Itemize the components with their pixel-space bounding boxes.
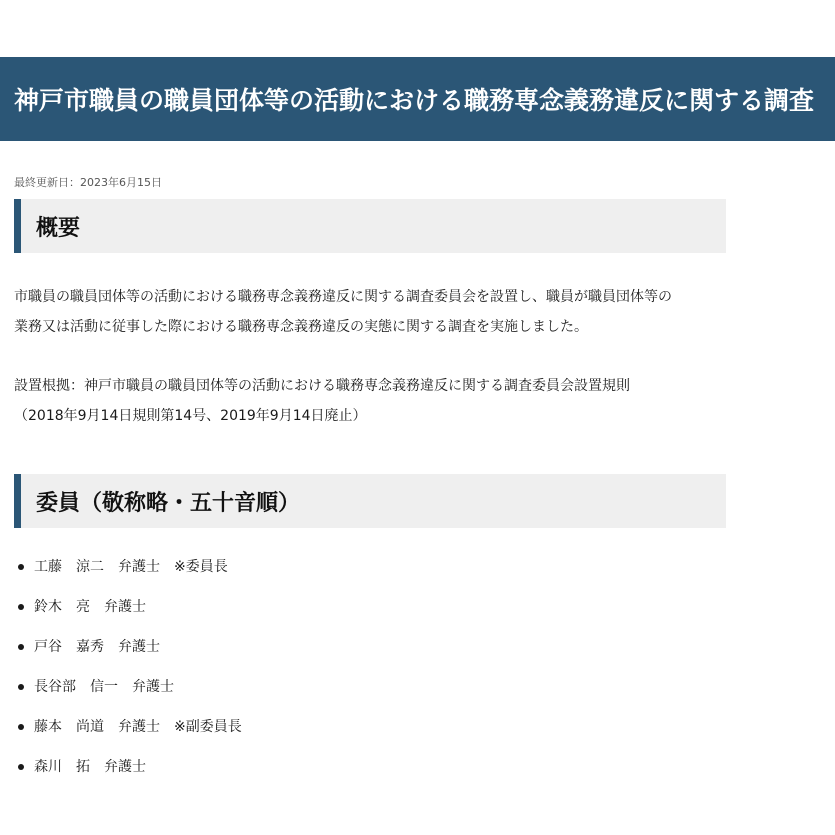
establishment-basis: [14, 371, 734, 431]
member-name: 工藤 涼二 弁護士 ※委員長: [34, 559, 228, 575]
section-heading-members: [14, 474, 726, 528]
overview-paragraph: [14, 282, 734, 342]
title-banner: [0, 57, 835, 141]
list-item: [14, 752, 242, 792]
member-name: 藤本 尚道 弁護士 ※副委員長: [34, 719, 242, 735]
member-name: 長谷部 信一 弁護士: [34, 679, 174, 695]
member-name: 森川 拓 弁護士: [34, 759, 146, 775]
bullet-icon: [18, 604, 24, 610]
member-name: 鈴木 亮 弁護士: [34, 599, 146, 615]
bullet-icon: [18, 564, 24, 570]
bullet-icon: [18, 644, 24, 650]
list-item: [14, 552, 242, 592]
basis-line: 設置根拠：神戸市職員の職員団体等の活動における職務専念義務違反に関する調査委員会設置規則: [14, 378, 630, 394]
overview-heading: 概要: [36, 215, 81, 241]
bullet-icon: [18, 684, 24, 690]
members-heading: 委員（敬称略・五十音順）: [36, 490, 301, 516]
member-list: [14, 552, 242, 792]
basis-line: （2018年9月14日規則第14号、2019年9月14日廃止）: [14, 408, 367, 424]
list-item: [14, 632, 242, 672]
overview-line: 市職員の職員団体等の活動における職務専念義務違反に関する調査委員会を設置し、職員が職員団体等の: [14, 289, 672, 305]
list-item: [14, 672, 242, 712]
member-name: 戸谷 嘉秀 弁護士: [34, 639, 160, 655]
list-item: [14, 592, 242, 632]
last-updated-date: 最終更新日：2023年6月15日: [14, 176, 162, 189]
overview-line: 業務又は活動に従事した際における職務専念義務違反の実態に関する調査を実施しました。: [14, 319, 588, 335]
bullet-icon: [18, 724, 24, 730]
bullet-icon: [18, 764, 24, 770]
section-heading-overview: [14, 199, 726, 253]
list-item: [14, 712, 242, 752]
page-title: 神戸市職員の職員団体等の活動における職務専念義務違反に関する調査: [14, 86, 815, 115]
